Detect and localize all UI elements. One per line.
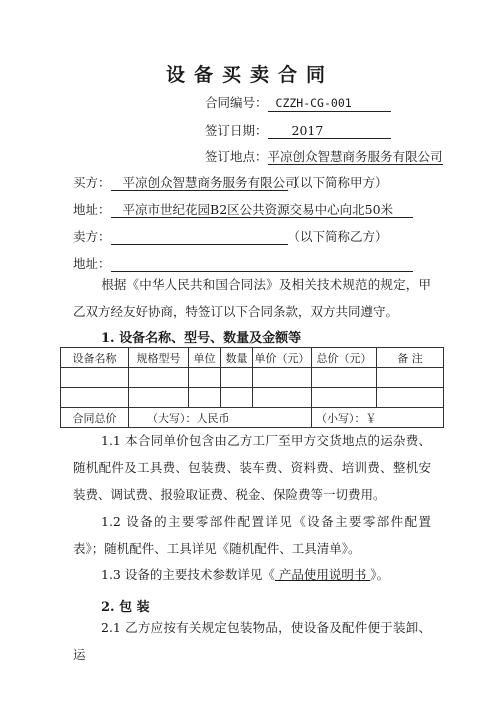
table-header-row: [61, 348, 444, 368]
table-cell: [129, 388, 189, 408]
clause-1-3-suffix: 》。: [370, 567, 390, 582]
seller-name: [111, 244, 288, 245]
seller-address-row: [73, 254, 413, 272]
header-cell: 单价（元）: [253, 348, 312, 368]
intro-text: 根据《中华人民共和国合同法》及相关技术规范的规定，甲乙双方经友好协商，特签订以下合同条款，双方共同遵守。: [73, 277, 431, 319]
table-row: [61, 388, 444, 408]
buyer-suffix: （以下简称甲方）: [287, 175, 388, 190]
seller-address-label: 地址：: [73, 256, 111, 271]
section-1-heading: 1. 设备名称、型号、数量及金额等: [101, 331, 302, 346]
table-cell: [253, 388, 312, 408]
clause-1-2: [73, 508, 431, 562]
sign-place-label: 签订地点：: [205, 149, 268, 164]
table-cell: [221, 388, 253, 408]
contract-number-row: [205, 93, 391, 112]
sign-place-value: 平凉创众智慧商务服务有限公司: [267, 149, 443, 164]
table-cell: [221, 368, 253, 388]
contract-number-value: CZZH-CG-001: [268, 96, 391, 112]
table-cell: [312, 388, 377, 408]
clause-2-1: [73, 614, 431, 668]
table-cell: [189, 368, 221, 388]
seller-row: [73, 227, 388, 245]
clause-1-3-document: 产品使用说明书: [274, 567, 371, 582]
table-cell: [189, 388, 221, 408]
total-upper: （大写）：人民币: [129, 408, 312, 428]
buyer-name: 平凉创众智慧商务服务有限公司: [111, 175, 288, 191]
header-cell: 备 注: [377, 348, 444, 368]
header-cell: 数量: [221, 348, 253, 368]
buyer-address: 平凉市世纪花园B2区公共资源交易中心向北50米: [111, 202, 413, 218]
buyer-address-label: 地址：: [73, 202, 111, 217]
header-cell: 规格型号: [129, 348, 189, 368]
header-cell: 总价（元）: [312, 348, 377, 368]
clause-1-3: [73, 561, 431, 588]
clause-1-1-text: 1.1 本合同单价包含由乙方工厂至甲方交货地点的运杂费、随机配件及工具费、包装费、装车费、资料费、培训费、整机安装费、调试费、报验取证费、税金、保险费等一切费用。: [73, 433, 431, 502]
table-cell: [61, 388, 129, 408]
table-row: [61, 368, 444, 388]
header-cell: 设备名称: [61, 348, 129, 368]
table-cell: [129, 368, 189, 388]
contract-number-label: 合同编号：: [205, 95, 268, 110]
seller-label: 卖方：: [73, 229, 111, 244]
total-lower: （小写）：￥: [312, 408, 444, 428]
buyer-label: 买方：: [73, 175, 111, 190]
section-2-heading: 2. 包 装: [101, 600, 150, 615]
clause-1-2-text: 1.2 设备的主要零部件配置详见《设备主要零部件配置表》；随机配件、工具详见《随机配件、工具清单》。: [73, 514, 431, 556]
total-label: 合同总价: [61, 408, 129, 428]
sign-date-value: 2017: [268, 123, 391, 139]
clause-1-1: [73, 427, 431, 508]
clause-2-1-text: 2.1 乙方应按有关规定包装物品，使设备及配件便于装卸、运: [73, 620, 431, 662]
table-cell: [253, 368, 312, 388]
clause-1-3-prefix: 1.3 设备的主要技术参数详见《: [101, 567, 275, 582]
buyer-address-row: [73, 200, 413, 218]
table-cell: [61, 368, 129, 388]
table-cell: [312, 368, 377, 388]
intro-paragraph: [73, 271, 431, 325]
document-title: 设备买卖合同: [165, 64, 334, 86]
table-cell: [377, 368, 444, 388]
sign-date-row: [205, 121, 391, 139]
table-total-row: [61, 408, 444, 428]
header-cell: 单位: [189, 348, 221, 368]
buyer-row: [73, 173, 388, 191]
sign-place-row: [205, 147, 443, 165]
sign-date-label: 签订日期：: [205, 123, 268, 138]
table-cell: [377, 388, 444, 408]
seller-suffix: （以下简称乙方）: [287, 229, 388, 244]
equipment-table: [60, 347, 444, 428]
